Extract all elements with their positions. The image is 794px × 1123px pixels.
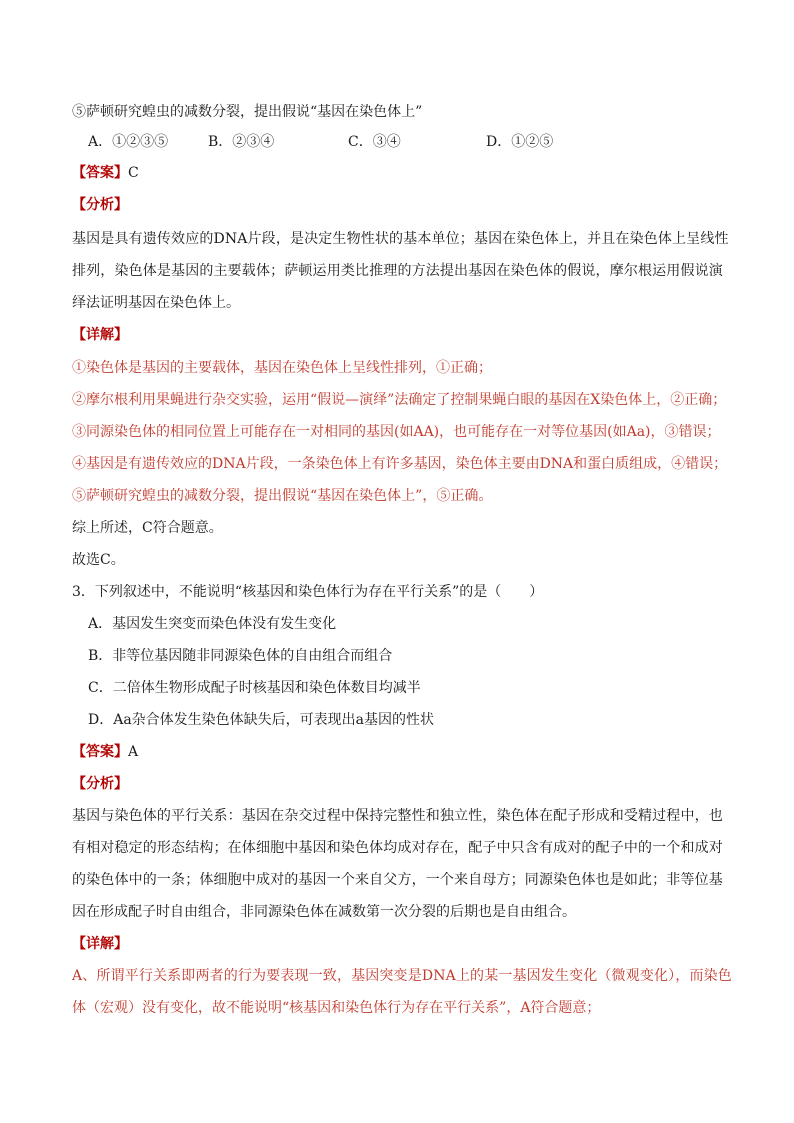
q3-analysis-heading xyxy=(72,774,128,794)
q2-answer xyxy=(72,163,139,183)
q3-analysis-line-2: 有相对稳定的形态结构；在体细胞中基因和染色体均成对存在，配子中只含有成对的配子中的一个和成对 xyxy=(72,840,723,856)
q2-detail-line-5: ⑤萨顿研究蝗虫的减数分裂，提出假说“基因在染色体上”，⑤正确。 xyxy=(72,488,493,504)
q3-analysis-line-4: 因在形成配子时自由组合，非同源染色体在减数第一次分裂的后期也是自由组合。 xyxy=(72,904,576,920)
q3-stem: 3．下列叙述中，不能说明“核基因和染色体行为存在平行关系”的是（ ） xyxy=(72,584,544,600)
q2-detail-line-4: ④基因是有遗传效应的DNA片段，一条染色体上有许多基因，染色体主要由DNA和蛋白质组成，④错误； xyxy=(72,456,728,472)
q3-detail-heading xyxy=(72,934,128,954)
q3-option-b: B．非等位基因随非同源染色体的自由组合而组合 xyxy=(88,648,393,664)
q3-answer-label: 【答案】 xyxy=(72,744,128,760)
q2-detail-line-2: ②摩尔根利用果蝇进行杂交实验，运用“假说—演绎”法确定了控制果蝇白眼的基因在X染色体上，②正确； xyxy=(72,392,727,408)
q3-option-a: A．基因发生突变而染色体没有发生变化 xyxy=(88,616,337,632)
q2-choose: 故选C。 xyxy=(72,552,125,568)
q2-analysis-line-1: 基因是具有遗传效应的DNA片段，是决定生物性状的基本单位；基因在染色体上，并且在染色体上呈线性 xyxy=(72,231,729,247)
q2-analysis-line-2: 排列，染色体是基因的主要载体；萨顿运用类比推理的方法提出基因在染色体的假说，摩尔根运用假说演 xyxy=(72,263,723,279)
q3-answer xyxy=(72,742,138,762)
q2-analysis-line-3: 绎法证明基因在染色体上。 xyxy=(72,295,240,311)
q3-answer-value: A xyxy=(128,744,139,760)
q2-statement-5: ⑤萨顿研究蝗虫的减数分裂，提出假说“基因在染色体上” xyxy=(72,104,423,120)
q3-detail-line-2: 体（宏观）没有变化，故不能说明“核基因和染色体行为存在平行关系”，A符合题意； xyxy=(72,1000,601,1016)
q3-analysis-line-1: 基因与染色体的平行关系：基因在杂交过程中保持完整性和独立性，染色体在配子形成和受精过程中，也 xyxy=(72,808,723,824)
q3-analysis-label: 【分析】 xyxy=(72,776,128,792)
q2-answer-label: 【答案】 xyxy=(72,165,128,181)
q3-option-c: C．二倍体生物形成配子时核基因和染色体数目均减半 xyxy=(88,680,421,696)
q3-analysis-line-3: 的染色体中的一条；体细胞中成对的基因一个来自父方，一个来自母方；同源染色体也是如此；非等位基 xyxy=(72,872,723,888)
q2-analysis-heading xyxy=(72,195,128,215)
q2-analysis-label: 【分析】 xyxy=(72,197,128,213)
q2-option-a: A．①②③⑤ xyxy=(88,134,169,150)
q2-summary: 综上所述，C符合题意。 xyxy=(72,520,223,536)
q2-option-d: D．①②⑤ xyxy=(486,134,554,150)
q2-option-c: C．③④ xyxy=(348,134,401,150)
q2-detail-line-1: ①染色体是基因的主要载体，基因在染色体上呈线性排列，①正确； xyxy=(72,360,492,376)
q2-option-b: B．②③④ xyxy=(208,134,275,150)
q2-detail-label: 【详解】 xyxy=(72,327,128,343)
q2-detail-heading xyxy=(72,325,128,345)
q2-detail-line-3: ③同源染色体的相同位置上可能存在一对相同的基因(如AA)，也可能存在一对等位基因(如Aa)，③错误； xyxy=(72,424,721,440)
q2-answer-value: C xyxy=(128,165,139,181)
q3-option-d: D．Aa杂合体发生染色体缺失后，可表现出a基因的性状 xyxy=(88,712,435,728)
q3-detail-line-1: A、所谓平行关系即两者的行为要表现一致，基因突变是DNA上的某一基因发生变化（微观变化），而染色 xyxy=(72,968,732,984)
q3-detail-label: 【详解】 xyxy=(72,936,128,952)
